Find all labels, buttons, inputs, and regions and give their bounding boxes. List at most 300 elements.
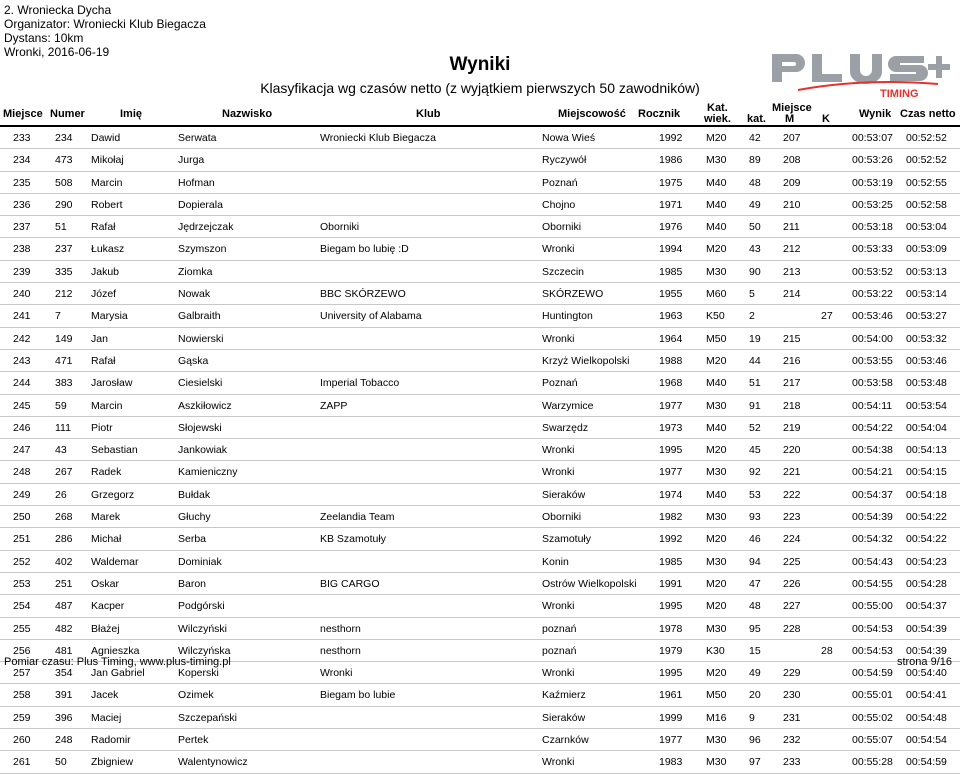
cell-miejsce-m: 223 — [783, 511, 801, 524]
header-kat-wiek: wiek. — [704, 113, 731, 125]
table-row — [0, 484, 960, 506]
cell-imie: Mikołaj — [91, 154, 124, 167]
cell-miejsce-kat: 91 — [749, 399, 761, 412]
cell-miejsce-m: 213 — [783, 265, 801, 278]
cell-czas-netto: 00:54:40 — [906, 667, 947, 680]
cell-czas-netto: 00:53:48 — [906, 377, 947, 390]
cell-numer: 487 — [55, 600, 73, 613]
cell-numer: 335 — [55, 265, 73, 278]
cell-miejsce-kat: 20 — [749, 689, 761, 702]
cell-miejsce-m: 219 — [783, 421, 801, 434]
cell-imie: Józef — [91, 288, 117, 301]
table-row — [0, 751, 960, 773]
cell-miejsce-m: 208 — [783, 154, 801, 167]
cell-miejscowosc: Szamotuły — [542, 533, 592, 546]
table-row — [0, 528, 960, 550]
cell-wynik: 00:54:59 — [852, 667, 893, 680]
cell-czas-netto: 00:54:15 — [906, 466, 947, 479]
cell-klub: BBC SKÓRZEWO — [320, 288, 406, 301]
cell-miejsce-kat: 89 — [749, 154, 761, 167]
cell-miejsce-kat: 43 — [749, 243, 761, 256]
cell-rocznik: 1977 — [659, 399, 683, 412]
cell-rocznik: 1985 — [659, 555, 683, 568]
header-nazwisko: Nazwisko — [222, 108, 273, 120]
cell-rocznik: 1977 — [659, 734, 683, 747]
cell-numer: 237 — [55, 243, 73, 256]
header-miejscowosc: Miejscowość — [558, 108, 626, 120]
cell-wynik: 00:54:37 — [852, 488, 893, 501]
cell-miejsce-m: 227 — [783, 600, 801, 613]
table-row — [0, 149, 960, 171]
cell-nazwisko: Podgórski — [178, 600, 225, 613]
cell-nazwisko: Ozimek — [178, 689, 214, 702]
cell-miejsce-m: 230 — [783, 689, 801, 702]
cell-kat: M30 — [706, 622, 727, 635]
cell-miejsce: 248 — [13, 466, 31, 479]
cell-miejsce-kat: 19 — [749, 332, 761, 345]
cell-rocznik: 1964 — [659, 332, 683, 345]
cell-numer: 51 — [55, 221, 67, 234]
cell-miejscowosc: Wronki — [542, 466, 575, 479]
cell-miejsce-m: 222 — [783, 488, 801, 501]
cell-wynik: 00:53:19 — [852, 176, 893, 189]
cell-imie: Radomir — [91, 734, 131, 747]
cell-miejsce-m: 225 — [783, 555, 801, 568]
results-table — [0, 127, 960, 774]
cell-klub: Zeelandia Team — [320, 511, 395, 524]
cell-miejsce: 255 — [13, 622, 31, 635]
cell-rocznik: 1974 — [659, 488, 683, 501]
logo-timing-text: TIMING — [880, 88, 919, 100]
table-row — [0, 172, 960, 194]
table-row — [0, 595, 960, 617]
cell-kat: M40 — [706, 221, 727, 234]
cell-miejsce: 250 — [13, 511, 31, 524]
table-row — [0, 618, 960, 640]
cell-nazwisko: Serba — [178, 533, 207, 546]
cell-czas-netto: 00:53:46 — [906, 354, 947, 367]
cell-czas-netto: 00:54:18 — [906, 488, 947, 501]
cell-klub: nesthorn — [320, 644, 361, 657]
cell-miejscowosc: Sieraków — [542, 711, 586, 724]
cell-miejsce: 244 — [13, 377, 31, 390]
cell-miejsce-m: 216 — [783, 354, 801, 367]
cell-numer: 482 — [55, 622, 73, 635]
cell-imie: Piotr — [91, 421, 113, 434]
cell-kat: M20 — [706, 354, 727, 367]
cell-miejsce-m: 211 — [783, 221, 800, 234]
cell-wynik: 00:53:22 — [852, 288, 893, 301]
cell-rocznik: 1968 — [659, 377, 683, 390]
cell-czas-netto: 00:52:58 — [906, 198, 947, 211]
event-place-date: Wronki, 2016-06-19 — [4, 45, 110, 59]
cell-kat: M20 — [706, 243, 727, 256]
cell-miejsce: 252 — [13, 555, 31, 568]
cell-numer: 111 — [55, 421, 71, 434]
cell-nazwisko: Jędrzejczak — [178, 221, 234, 234]
cell-wynik: 00:55:02 — [852, 711, 893, 724]
logo-plus-letters — [772, 54, 950, 84]
cell-miejscowosc: Kaźmierz — [542, 689, 586, 702]
cell-kat: M30 — [706, 265, 727, 278]
cell-miejsce-m: 232 — [783, 734, 801, 747]
cell-kat: M40 — [706, 176, 727, 189]
cell-numer: 50 — [55, 756, 67, 769]
cell-numer: 290 — [55, 198, 73, 211]
cell-kat: M20 — [706, 533, 727, 546]
cell-rocznik: 1994 — [659, 243, 683, 256]
cell-miejsce: 254 — [13, 600, 31, 613]
cell-czas-netto: 00:52:55 — [906, 176, 947, 189]
cell-miejsce-m: 228 — [783, 622, 801, 635]
cell-numer: 149 — [55, 332, 73, 345]
cell-nazwisko: Wilczyńska — [178, 644, 231, 657]
cell-czas-netto: 00:54:54 — [906, 734, 947, 747]
cell-kat: M50 — [706, 332, 727, 345]
cell-nazwisko: Kamieniczny — [178, 466, 238, 479]
cell-miejsce: 240 — [13, 288, 31, 301]
cell-miejscowosc: Huntington — [542, 310, 593, 323]
cell-wynik: 00:53:18 — [852, 221, 893, 234]
cell-nazwisko: Gąska — [178, 354, 209, 367]
table-row — [0, 194, 960, 216]
cell-nazwisko: Galbraith — [178, 310, 221, 323]
cell-numer: 481 — [55, 644, 73, 657]
cell-numer: 268 — [55, 511, 73, 524]
cell-miejsce: 235 — [13, 176, 31, 189]
cell-czas-netto: 00:53:13 — [906, 265, 947, 278]
cell-miejscowosc: Ostrów Wielkopolski — [542, 577, 637, 590]
header-m: M — [785, 113, 795, 125]
cell-imie: Robert — [91, 198, 123, 211]
cell-czas-netto: 00:54:23 — [906, 555, 947, 568]
cell-wynik: 00:54:43 — [852, 555, 893, 568]
cell-miejscowosc: Poznań — [542, 176, 578, 189]
cell-miejsce: 261 — [13, 756, 31, 769]
cell-rocznik: 1999 — [659, 711, 683, 724]
cell-miejsce: 258 — [13, 689, 31, 702]
cell-nazwisko: Koperski — [178, 667, 219, 680]
header-czas-netto: Czas netto — [900, 108, 956, 120]
cell-miejsce-m: 210 — [783, 198, 801, 211]
cell-miejsce-m: 233 — [783, 756, 801, 769]
cell-miejsce: 251 — [13, 533, 31, 546]
cell-rocznik: 1955 — [659, 288, 683, 301]
cell-miejsce-kat: 48 — [749, 600, 761, 613]
cell-numer: 402 — [55, 555, 73, 568]
cell-miejscowosc: Warzymice — [542, 399, 594, 412]
table-row — [0, 238, 960, 260]
cell-numer: 396 — [55, 711, 73, 724]
cell-kat: M20 — [706, 577, 727, 590]
cell-miejsce: 243 — [13, 354, 31, 367]
cell-czas-netto: 00:53:04 — [906, 221, 947, 234]
cell-imie: Waldemar — [91, 555, 139, 568]
cell-nazwisko: Dominiak — [178, 555, 222, 568]
cell-miejscowosc: Krzyż Wielkopolski — [542, 354, 630, 367]
cell-rocznik: 1977 — [659, 466, 683, 479]
cell-rocznik: 1979 — [659, 644, 683, 657]
cell-miejsce: 233 — [13, 132, 31, 144]
cell-nazwisko: Ciesielski — [178, 377, 223, 390]
cell-klub: Biegam bo lubię :D — [320, 243, 409, 256]
cell-miejsce-m: 220 — [783, 444, 801, 457]
cell-kat: M60 — [706, 288, 727, 301]
table-row — [0, 439, 960, 461]
cell-nazwisko: Jurga — [178, 154, 205, 167]
cell-imie: Radek — [91, 466, 122, 479]
cell-miejscowosc: Poznań — [542, 377, 578, 390]
cell-czas-netto: 00:53:09 — [906, 243, 947, 256]
cell-wynik: 00:53:46 — [852, 310, 893, 323]
cell-nazwisko: Głuchy — [178, 511, 211, 524]
header-klub: Klub — [416, 108, 441, 120]
cell-miejsce-kat: 94 — [749, 555, 761, 568]
cell-rocznik: 1982 — [659, 511, 683, 524]
cell-numer: 43 — [55, 444, 67, 457]
cell-imie: Kacper — [91, 600, 125, 613]
cell-numer: 248 — [55, 734, 73, 747]
cell-miejsce-kat: 9 — [749, 711, 755, 724]
cell-miejscowosc: Wronki — [542, 332, 575, 345]
cell-numer: 286 — [55, 533, 73, 546]
cell-wynik: 00:53:55 — [852, 354, 893, 367]
cell-wynik: 00:54:32 — [852, 533, 893, 546]
cell-miejsce: 246 — [13, 421, 31, 434]
cell-czas-netto: 00:54:04 — [906, 421, 947, 434]
cell-numer: 251 — [55, 577, 73, 590]
cell-imie: Oskar — [91, 577, 120, 590]
cell-rocznik: 1971 — [659, 198, 683, 211]
cell-imie: Błażej — [91, 622, 120, 635]
cell-miejsce-m: 209 — [783, 176, 801, 189]
cell-czas-netto: 00:54:13 — [906, 444, 947, 457]
cell-czas-netto: 00:53:27 — [906, 310, 947, 323]
table-row — [0, 350, 960, 372]
cell-miejsce-kat: 49 — [749, 667, 761, 680]
cell-miejsce-kat: 42 — [749, 132, 761, 144]
cell-miejsce-m: 217 — [783, 377, 801, 390]
table-row — [0, 372, 960, 394]
cell-kat: M30 — [706, 154, 727, 167]
plus-timing-logo — [768, 40, 958, 100]
cell-nazwisko: Serwata — [178, 132, 217, 144]
cell-miejsce-m: 224 — [783, 533, 801, 546]
cell-miejscowosc: Nowa Wieś — [542, 132, 596, 144]
cell-rocznik: 1995 — [659, 444, 683, 457]
cell-miejsce: 241 — [13, 310, 31, 323]
cell-rocznik: 1992 — [659, 533, 683, 546]
cell-nazwisko: Słojewski — [178, 421, 222, 434]
cell-miejsce-m: 214 — [783, 288, 801, 301]
cell-kat: M30 — [706, 734, 727, 747]
cell-miejsce-kat: 46 — [749, 533, 761, 546]
cell-czas-netto: 00:52:52 — [906, 154, 947, 167]
cell-klub: nesthorn — [320, 622, 361, 635]
cell-miejsce-kat: 93 — [749, 511, 761, 524]
table-row — [0, 261, 960, 283]
cell-kat: M30 — [706, 511, 727, 524]
cell-miejsce-kat: 53 — [749, 488, 761, 501]
cell-kat: M40 — [706, 198, 727, 211]
event-name: 2. Wroniecka Dycha — [4, 3, 112, 17]
cell-miejsce-kat: 50 — [749, 221, 761, 234]
cell-czas-netto: 00:54:59 — [906, 756, 947, 769]
cell-miejsce-kat: 95 — [749, 622, 761, 635]
cell-rocznik: 1986 — [659, 154, 683, 167]
cell-imie: Maciej — [91, 711, 122, 724]
table-row — [0, 573, 960, 595]
cell-imie: Łukasz — [91, 243, 125, 256]
cell-kat: M40 — [706, 377, 727, 390]
cell-nazwisko: Szymszon — [178, 243, 227, 256]
table-row — [0, 216, 960, 238]
cell-imie: Marcin — [91, 399, 123, 412]
cell-rocznik: 1975 — [659, 176, 683, 189]
cell-numer: 473 — [55, 154, 73, 167]
cell-kat: M20 — [706, 667, 727, 680]
cell-miejsce: 236 — [13, 198, 31, 211]
cell-miejsce-m: 212 — [783, 243, 801, 256]
cell-kat: M30 — [706, 399, 727, 412]
cell-miejscowosc: Chojno — [542, 198, 576, 211]
cell-miejscowosc: Szczecin — [542, 265, 585, 278]
cell-miejscowosc: Oborniki — [542, 221, 582, 234]
cell-miejscowosc: poznań — [542, 622, 577, 635]
cell-wynik: 00:54:55 — [852, 577, 893, 590]
cell-miejsce-kat: 92 — [749, 466, 761, 479]
cell-kat: M40 — [706, 421, 727, 434]
cell-nazwisko: Bułdak — [178, 488, 211, 501]
cell-numer: 383 — [55, 377, 73, 390]
cell-miejscowosc: Oborniki — [542, 511, 582, 524]
cell-miejsce: 238 — [13, 243, 31, 256]
cell-imie: Rafał — [91, 221, 116, 234]
cell-miejsce-kat: 49 — [749, 198, 761, 211]
table-row — [0, 283, 960, 305]
cell-miejsce: 237 — [13, 221, 31, 234]
cell-miejsce: 259 — [13, 711, 31, 724]
cell-wynik: 00:54:38 — [852, 444, 893, 457]
table-row — [0, 707, 960, 729]
cell-rocznik: 1995 — [659, 600, 683, 613]
header-numer: Numer — [50, 108, 85, 120]
cell-imie: Jakub — [91, 265, 120, 278]
cell-imie: Dawid — [91, 132, 121, 144]
cell-nazwisko: Aszkiłowicz — [178, 399, 232, 412]
cell-miejsce-kat: 97 — [749, 756, 761, 769]
header-miejsce-group: Miejsce — [772, 102, 812, 114]
cell-czas-netto: 00:54:22 — [906, 533, 947, 546]
header-k: K — [822, 113, 830, 125]
cell-imie: Jan — [91, 332, 108, 345]
header-miejsce: Miejsce — [3, 108, 43, 120]
cell-miejsce-kat: 51 — [749, 377, 761, 390]
cell-klub: ZAPP — [320, 399, 348, 412]
cell-rocznik: 1985 — [659, 265, 683, 278]
cell-imie: Marcin — [91, 176, 123, 189]
table-row — [0, 305, 960, 327]
cell-kat: M30 — [706, 555, 727, 568]
cell-miejsce: 242 — [13, 332, 31, 345]
cell-klub: University of Alabama — [320, 310, 422, 323]
cell-imie: Marek — [91, 511, 121, 524]
cell-numer: 7 — [55, 310, 61, 323]
cell-miejscowosc: Wronki — [542, 243, 575, 256]
cell-nazwisko: Nowierski — [178, 332, 224, 345]
event-info — [4, 3, 206, 59]
cell-kat: M16 — [706, 711, 727, 724]
cell-wynik: 00:53:52 — [852, 265, 893, 278]
cell-miejsce-kat: 47 — [749, 577, 761, 590]
event-distance: Dystans: 10km — [4, 31, 84, 45]
page-subtitle: Klasyfikacja wg czasów netto (z wyjątkiem pierwszych 50 zawodników) — [260, 80, 700, 96]
cell-miejsce-kat: 90 — [749, 265, 761, 278]
cell-wynik: 00:53:33 — [852, 243, 893, 256]
cell-imie: Jarosław — [91, 377, 133, 390]
cell-klub: KB Szamotuły — [320, 533, 386, 546]
cell-miejsce: 260 — [13, 734, 31, 747]
cell-miejscowosc: Swarzędz — [542, 421, 589, 434]
cell-wynik: 00:55:07 — [852, 734, 893, 747]
cell-numer: 212 — [55, 288, 73, 301]
cell-miejscowosc: Czarnków — [542, 734, 589, 747]
cell-miejsce-m: 231 — [783, 711, 801, 724]
cell-imie: Rafał — [91, 354, 116, 367]
cell-nazwisko: Jankowiak — [178, 444, 228, 457]
cell-rocznik: 1992 — [659, 132, 683, 144]
cell-rocznik: 1963 — [659, 310, 683, 323]
cell-miejsce-kat: 15 — [749, 644, 761, 657]
cell-kat: K30 — [706, 644, 725, 657]
cell-imie: Michał — [91, 533, 122, 546]
cell-miejscowosc: SKÓRZEWO — [542, 288, 604, 301]
cell-miejsce-kat: 5 — [749, 288, 755, 301]
cell-wynik: 00:54:53 — [852, 622, 893, 635]
cell-klub: Wroniecki Klub Biegacza — [320, 132, 436, 144]
cell-miejscowosc: Wronki — [542, 600, 575, 613]
cell-miejsce: 257 — [13, 667, 31, 680]
cell-czas-netto: 00:53:14 — [906, 288, 947, 301]
cell-miejsce-k: 28 — [821, 644, 833, 657]
cell-numer: 267 — [55, 466, 73, 479]
header-rocznik: Rocznik — [638, 108, 681, 120]
cell-miejsce: 239 — [13, 265, 31, 278]
cell-imie: Jan Gabriel — [91, 667, 145, 680]
page-title: Wyniki — [449, 54, 511, 75]
cell-klub: Wronki — [320, 667, 353, 680]
cell-kat: M30 — [706, 756, 727, 769]
cell-miejscowosc: Konin — [542, 555, 569, 568]
cell-miejscowosc: Wronki — [542, 667, 575, 680]
cell-miejsce-kat: 2 — [749, 310, 755, 323]
cell-imie: Sebastian — [91, 444, 138, 457]
cell-czas-netto: 00:53:54 — [906, 399, 947, 412]
table-row — [0, 461, 960, 483]
cell-kat: M20 — [706, 600, 727, 613]
cell-imie: Zbigniew — [91, 756, 134, 769]
cell-miejsce: 249 — [13, 488, 31, 501]
cell-miejscowosc: Wronki — [542, 444, 575, 457]
cell-nazwisko: Szczepański — [178, 711, 237, 724]
cell-numer: 508 — [55, 176, 73, 189]
cell-rocznik: 1978 — [659, 622, 683, 635]
cell-miejsce: 247 — [13, 444, 31, 457]
table-row — [0, 551, 960, 573]
table-row — [0, 328, 960, 350]
header-kat: Kat. — [707, 102, 728, 114]
cell-numer: 354 — [55, 667, 73, 680]
